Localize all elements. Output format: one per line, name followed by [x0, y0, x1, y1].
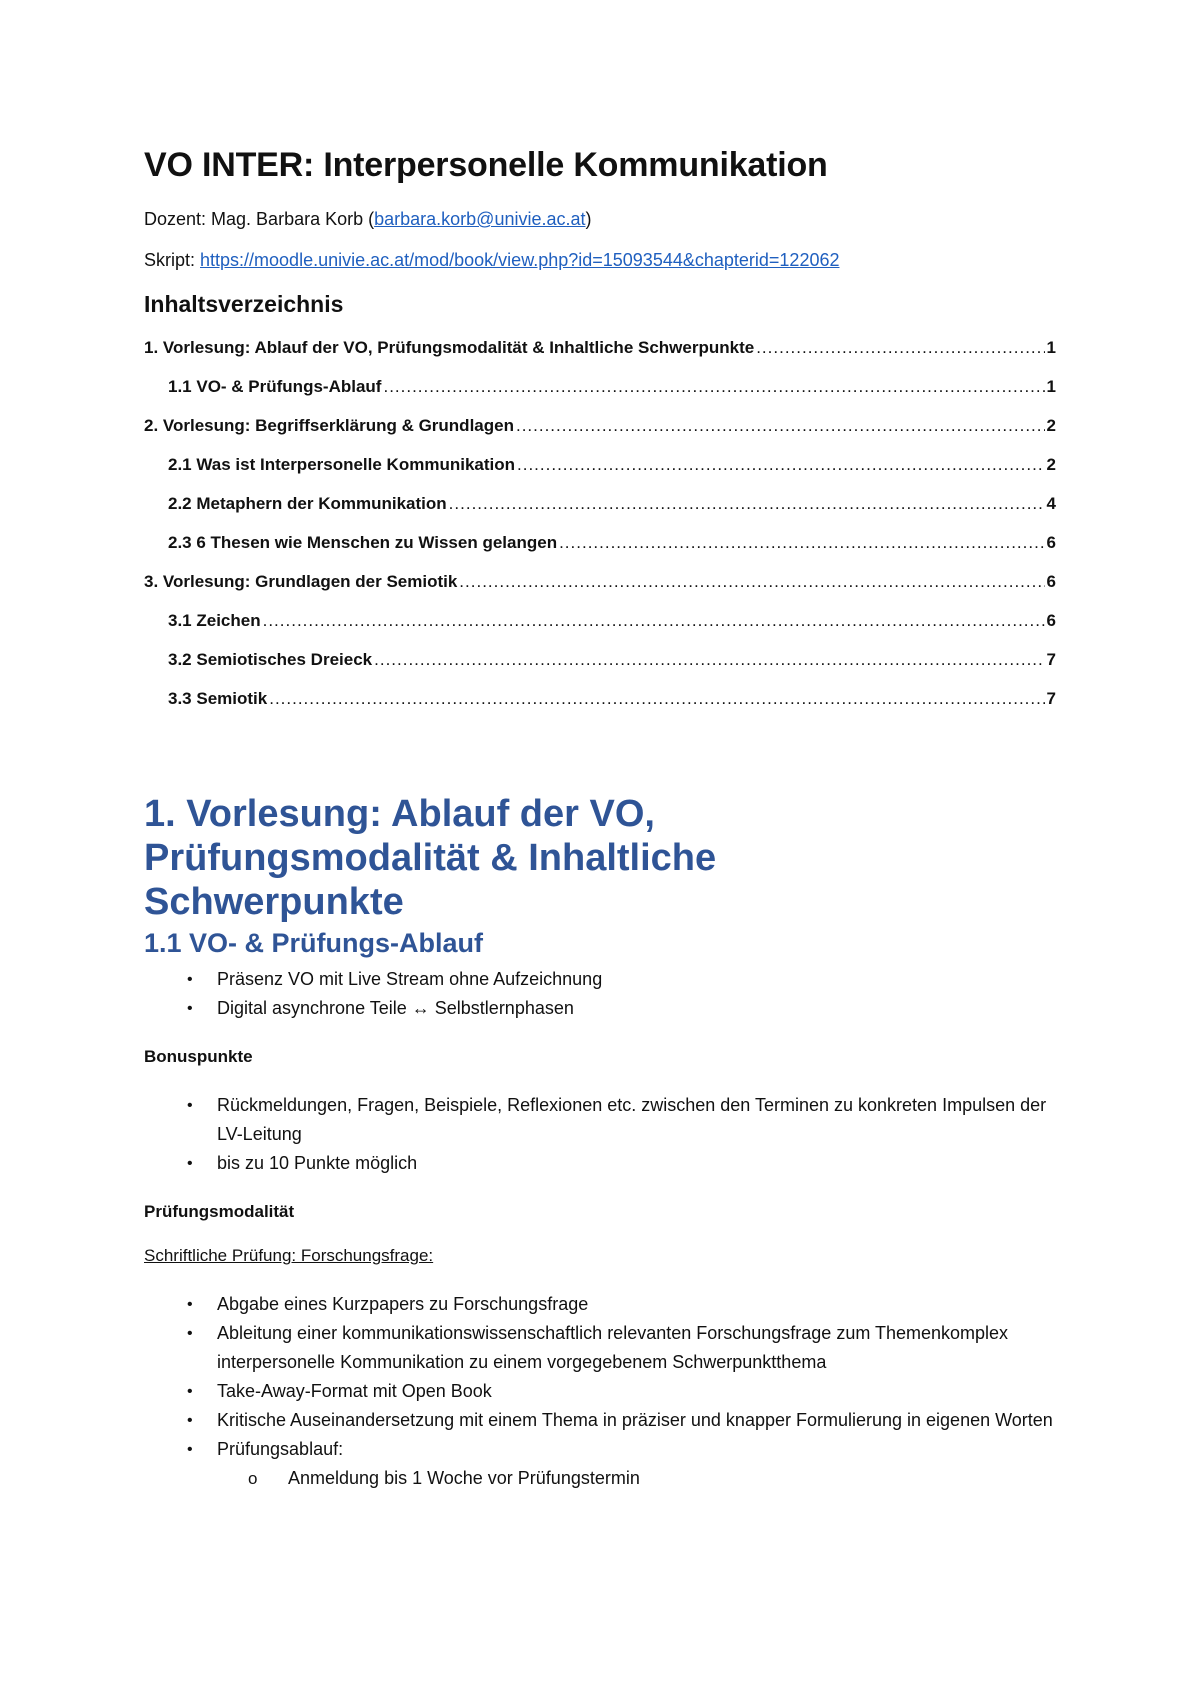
toc-dot-leader [383, 377, 1044, 397]
subsection-heading: 1.1 VO- & Prüfungs-Ablauf [144, 928, 484, 958]
toc-entry-text: 2.1 Was ist Interpersonelle Kommunikation [168, 455, 516, 474]
bullet-icon: • [187, 1383, 193, 1400]
toc-dot-leader [374, 650, 1044, 670]
toc-entry[interactable] [144, 416, 1056, 455]
dozent-label: Dozent: Mag. Barbara Korb ( [144, 209, 375, 229]
list-item-text: Digital asynchrone Teile ↔ Selbstlernphasen [217, 998, 574, 1018]
toc-dot-leader [459, 572, 1044, 592]
skript-line [144, 250, 1056, 271]
exam-label: Schriftliche Prüfung: Forschungsfrage: [144, 1246, 434, 1265]
list-item-text: Ableitung einer kommunikationswissenschaftlich relevanten Forschungsfrage zum Themenkomplex interpersonelle Kommunikation zu einem vorgegebenem Schwerpunktthema [217, 1323, 1009, 1372]
toc-page-number: 2 [1046, 455, 1056, 474]
list-item-text: Kritische Auseinandersetzung mit einem Thema in präziser und knapper Formulierung in eigenen Worten [217, 1410, 1053, 1430]
list-item [187, 994, 1056, 1023]
toc-entry[interactable] [144, 377, 1056, 416]
bullet-icon: • [187, 1412, 193, 1429]
toc-page-number: 6 [1046, 572, 1056, 591]
list-item [187, 1290, 1056, 1319]
list-item-text: Rückmeldungen, Fragen, Beispiele, Reflexionen etc. zwischen den Terminen zu konkreten Impulsen der LV-Leitung [217, 1095, 1047, 1144]
bullet-icon: • [187, 971, 193, 988]
list-item [187, 1091, 1056, 1149]
toc-page-number: 1 [1046, 338, 1056, 357]
toc-entry[interactable] [144, 338, 1056, 377]
list-item [187, 1319, 1056, 1377]
toc-entry-text: 2.2 Metaphern der Kommunikation [168, 494, 447, 513]
document-title: VO INTER: Interpersonelle Kommunikation [144, 146, 828, 184]
list-item [187, 1406, 1056, 1435]
toc-dot-leader [269, 689, 1044, 709]
table-of-contents [144, 338, 1056, 728]
dozent-email-link[interactable]: barbara.korb@univie.ac.at [374, 209, 586, 229]
sub-list-item-text: Anmeldung bis 1 Woche vor Prüfungstermin [288, 1468, 640, 1488]
toc-page-number: 4 [1046, 494, 1056, 513]
dozent-close: ) [585, 209, 592, 229]
toc-heading: Inhaltsverzeichnis [144, 291, 344, 317]
toc-entry-text: 1. Vorlesung: Ablauf der VO, Prüfungsmodalität & Inhaltliche Schwerpunkte [144, 338, 755, 357]
bullet-icon: • [187, 1097, 193, 1114]
list-item-text: Take-Away-Format mit Open Book [217, 1381, 492, 1401]
bullet-icon: • [187, 1296, 193, 1313]
toc-entry-text: 3.1 Zeichen [168, 611, 261, 630]
toc-entry-text: 3. Vorlesung: Grundlagen der Semiotik [144, 572, 458, 591]
list-item-text: Präsenz VO mit Live Stream ohne Aufzeichnung [217, 969, 603, 989]
toc-page-number: 2 [1046, 416, 1056, 435]
toc-entry[interactable] [144, 572, 1056, 611]
intro-bullet-list [144, 965, 1056, 1023]
exam-heading: Prüfungsmodalität [144, 1202, 295, 1221]
bullet-icon: • [187, 1325, 193, 1342]
toc-entry-text: 3.2 Semiotisches Dreieck [168, 650, 373, 669]
section-heading: 1. Vorlesung: Ablauf der VO, Prüfungsmodalität & Inhaltliche Schwerpunkte [144, 793, 717, 923]
sub-bullet-icon: o [248, 1469, 258, 1488]
list-item [187, 1435, 1056, 1493]
toc-dot-leader [517, 455, 1045, 475]
list-item-text: Prüfungsablauf: [217, 1439, 344, 1459]
bullet-icon: • [187, 1441, 193, 1458]
list-item-text: bis zu 10 Punkte möglich [217, 1153, 418, 1173]
toc-dot-leader [263, 611, 1045, 631]
exam-sub-bullet-list [217, 1464, 1056, 1493]
list-item [187, 1149, 1056, 1178]
toc-dot-leader [449, 494, 1045, 514]
bullet-icon: • [187, 1000, 193, 1017]
toc-entry[interactable] [144, 494, 1056, 533]
dozent-line [144, 209, 1056, 230]
toc-page-number: 7 [1046, 650, 1056, 669]
document-content [144, 146, 1056, 1517]
list-item [187, 1377, 1056, 1406]
sub-list-item [248, 1464, 1056, 1493]
toc-entry[interactable] [144, 650, 1056, 689]
toc-entry[interactable] [144, 455, 1056, 494]
toc-page-number: 7 [1046, 689, 1056, 708]
toc-entry[interactable] [144, 689, 1056, 728]
toc-page-number: 6 [1046, 611, 1056, 630]
skript-label: Skript: [144, 250, 201, 270]
bullet-icon: • [187, 1155, 193, 1172]
toc-dot-leader [756, 338, 1044, 358]
toc-entry[interactable] [144, 611, 1056, 650]
list-item [187, 965, 1056, 994]
toc-dot-leader [559, 533, 1044, 553]
toc-page-number: 6 [1046, 533, 1056, 552]
bonus-heading: Bonuspunkte [144, 1047, 253, 1066]
toc-entry-text: 1.1 VO- & Prüfungs-Ablauf [168, 377, 382, 396]
exam-bullet-list [144, 1290, 1056, 1493]
toc-entry-text: 3.3 Semiotik [168, 689, 268, 708]
skript-url-link[interactable]: https://moodle.univie.ac.at/mod/book/view.php?id=15093544&chapterid=122062 [200, 250, 840, 270]
toc-entry[interactable] [144, 533, 1056, 572]
toc-entry-text: 2. Vorlesung: Begriffserklärung & Grundlagen [144, 416, 514, 435]
toc-dot-leader [516, 416, 1045, 436]
toc-page-number: 1 [1046, 377, 1056, 396]
bonus-bullet-list [144, 1091, 1056, 1178]
toc-entry-text: 2.3 6 Thesen wie Menschen zu Wissen gelangen [168, 533, 558, 552]
list-item-text: Abgabe eines Kurzpapers zu Forschungsfrage [217, 1294, 589, 1314]
